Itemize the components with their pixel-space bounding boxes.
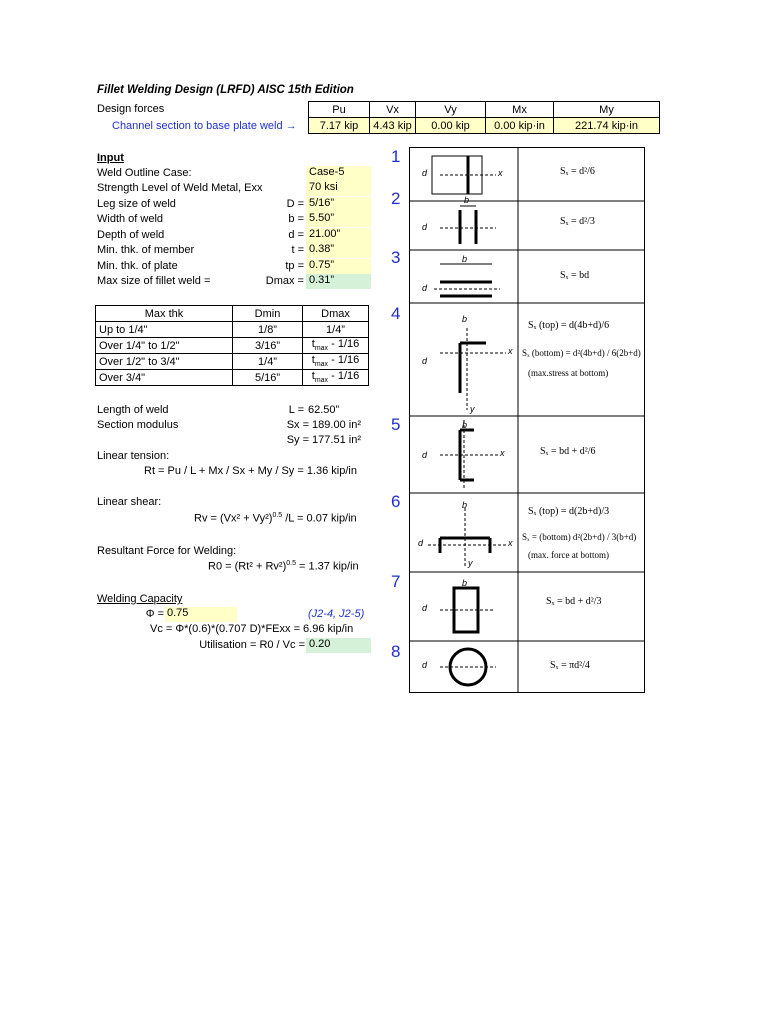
linear-shear-label: Linear shear: (97, 496, 162, 508)
case-4-formula-bottom: Sₓ (bottom) = d²(4b+d) / 6(2b+d) (522, 348, 641, 358)
value-vx[interactable]: 4.43 kip (370, 118, 416, 134)
thk-dmax (303, 354, 369, 370)
case-3-d-label: d (422, 283, 428, 293)
sy-value: Sy = 177.51 in² (286, 434, 361, 446)
design-forces-label: Design forces (97, 103, 165, 115)
header-vy: Vy (416, 102, 486, 118)
case-1-formula: Sₓ = d²/6 (560, 166, 595, 177)
tension-formula: Rt = Pu / L + Mx / Sx + My / Sy = 1.36 kip/in (144, 465, 357, 477)
vc-formula: Vc = Φ*(0.6)*(0.707 D)*FExx = 6.96 kip/in (150, 623, 354, 635)
welding-capacity-heading: Welding Capacity (97, 593, 183, 605)
thk-dmax: 1/4” (303, 322, 369, 338)
thk-range: Over 3/4" (96, 370, 233, 386)
utilisation-label: Utilisation = R0 / Vc = (199, 639, 305, 651)
case-number-6: 6 (391, 492, 401, 511)
case-number-5: 5 (391, 415, 401, 434)
resultant-label: Resultant Force for Welding: (97, 545, 237, 557)
t-letter: t (311, 338, 315, 351)
case-number-8: 8 (391, 642, 401, 661)
shear-exponent: 0.5 (272, 512, 283, 519)
case-6-formula-top: Sₓ (top) = d(2b+d)/3 (528, 506, 610, 517)
case-1-d-label: d (422, 168, 428, 178)
case-6-d-label: d (418, 538, 424, 548)
res-formula-b: = 1.37 kip/in (295, 560, 359, 573)
thk-header-maxthk: Max thk (96, 306, 233, 322)
case-6-formula-bottom: Sₓ = (bottom) d²(2b+d) / 3(b+d) (522, 532, 637, 542)
weld-size-table (95, 305, 369, 386)
case-1-x-label: x (498, 168, 503, 178)
depth-symbol: d = (288, 229, 304, 241)
exx-value[interactable]: 70 ksi (306, 181, 371, 196)
value-mx[interactable]: 0.00 kip·in (486, 118, 554, 134)
header-vx: Vx (370, 102, 416, 118)
input-label-case: Weld Outline Case: (97, 167, 192, 179)
case-number-1: 1 (391, 147, 401, 166)
input-label-dmax: Max size of fillet weld = (97, 275, 211, 287)
case-1-shape (432, 156, 496, 194)
width-symbol: b = (288, 213, 304, 225)
case-4-b-label: b (462, 314, 468, 324)
case-8-formula: Sₓ = πd²/4 (550, 660, 590, 671)
value-vy[interactable]: 0.00 kip (416, 118, 486, 134)
thk-dmax (303, 370, 369, 386)
max-sub: max (314, 377, 329, 385)
case-6-shape (428, 508, 506, 566)
header-pu: Pu (309, 102, 370, 118)
value-my[interactable]: 221.74 kip·in (554, 118, 660, 134)
case-number-7: 7 (391, 572, 401, 591)
dmax-rest: - 1/16 (328, 370, 360, 383)
header-mx: Mx (486, 102, 554, 118)
dmax-rest: - 1/16 (328, 354, 360, 367)
case-number-2: 2 (391, 189, 401, 208)
res-exponent: 0.5 (286, 560, 296, 567)
thk-range: Over 1/2" to 3/4" (96, 354, 233, 370)
length-symbol: L = (288, 404, 304, 416)
case-7-d-label: d (422, 603, 428, 613)
res-formula-a: R0 = (Rt² + Rv²) (208, 560, 287, 573)
case-6-y-label: y (468, 558, 473, 568)
max-sub: max (314, 361, 329, 369)
case-5-d-label: d (422, 450, 428, 460)
thk-header-dmax: Dmax (303, 306, 369, 322)
input-label-leg: Leg size of weld (97, 198, 176, 210)
thk-range: Up to 1/4" (96, 322, 233, 338)
header-my: My (554, 102, 660, 118)
case-number-4: 4 (391, 304, 401, 323)
case-number-3: 3 (391, 248, 401, 267)
value-pu[interactable]: 7.17 kip (309, 118, 370, 134)
weld-case-chart (409, 147, 645, 693)
case-2-shape (440, 206, 496, 244)
weld-case-grid (410, 148, 644, 692)
case-3-formula: Sₓ = bd (560, 270, 590, 281)
linear-tension-label: Linear tension: (97, 450, 170, 462)
case-5-shape (440, 420, 498, 490)
width-value[interactable]: 5.50” (306, 212, 371, 227)
utilisation-value: 0.20 (306, 638, 371, 653)
page-title: Fillet Welding Design (LRFD) AISC 15th Edition (97, 84, 354, 96)
thk-dmin: 5/16” (233, 370, 303, 386)
case-2-d-label: d (422, 222, 428, 232)
plate-thk-value[interactable]: 0.75” (306, 259, 371, 274)
shear-formula (194, 512, 357, 525)
thk-dmin: 1/8” (233, 322, 303, 338)
case-2-formula: Sₓ = d²/3 (560, 216, 595, 227)
case-3-shape (434, 264, 500, 296)
case-4-x-label: x (508, 346, 513, 356)
case-7-b-label: b (462, 578, 468, 588)
case-6-note: (max. force at bottom) (528, 550, 609, 560)
dmax-value: 0.31” (306, 274, 371, 289)
leg-size-value[interactable]: 5/16” (306, 197, 371, 212)
length-value: 62.50” (308, 404, 340, 416)
case-4-shape (440, 328, 506, 410)
sx-value: Sx = 189.00 in² (286, 419, 361, 431)
phi-value[interactable]: 0.75 (165, 607, 237, 622)
case-2-b-label: b (464, 195, 470, 205)
member-symbol: t = (291, 244, 304, 256)
phi-reference: (J2-4, J2-5) (308, 608, 365, 620)
case-7-formula: Sₓ = bd + d²/3 (546, 596, 602, 607)
input-label-plate: Min. thk. of plate (97, 260, 178, 272)
input-label-member: Min. thk. of member (97, 244, 195, 256)
case-5-formula: Sₓ = bd + d²/6 (540, 446, 596, 457)
thk-dmax (303, 338, 369, 354)
case-4-formula-top: Sₓ (top) = d(4b+d)/6 (528, 320, 610, 331)
input-heading: Input (97, 152, 124, 164)
input-label-exx: Strength Level of Weld Metal, Exx (97, 182, 263, 194)
shear-formula-b: /L = 0.07 kip/in (282, 512, 357, 525)
table-row (96, 354, 369, 370)
thk-dmin: 1/4” (233, 354, 303, 370)
member-thk-value[interactable]: 0.38” (306, 243, 371, 258)
thk-dmin: 3/16” (233, 338, 303, 354)
section-modulus-label: Section modulus (97, 419, 179, 431)
length-label: Length of weld (97, 404, 169, 416)
table-row (96, 338, 369, 354)
thk-header-dmin: Dmin (233, 306, 303, 322)
input-label-depth: Depth of weld (97, 229, 165, 241)
case-5-x-label: x (500, 448, 505, 458)
case-7-shape (440, 588, 494, 632)
case-4-y-label: y (470, 404, 475, 414)
case-8-shape (440, 649, 496, 685)
case-4-note: (max.stress at bottom) (528, 368, 609, 378)
t-letter: t (311, 354, 315, 367)
case-5-b-label: b (462, 420, 468, 430)
t-letter: t (311, 370, 315, 383)
max-sub: max (314, 345, 329, 353)
depth-value[interactable]: 21.00” (306, 228, 371, 243)
case-6-x-label: x (508, 538, 513, 548)
plate-symbol: tp = (285, 260, 304, 272)
design-forces-table (308, 101, 660, 134)
case-3-b-label: b (462, 254, 468, 264)
case-6-b-label: b (462, 500, 468, 510)
leg-symbol: D = (286, 198, 304, 210)
dmax-symbol: Dmax = (265, 275, 304, 287)
phi-label: Φ = (145, 608, 164, 620)
input-label-width: Width of weld (97, 213, 164, 225)
case-8-d-label: d (422, 660, 428, 670)
shear-formula-a: Rv = (Vx² + Vy²) (194, 512, 273, 525)
weld-case-value[interactable]: Case-5 (306, 166, 371, 181)
thk-range: Over 1/4" to 1/2" (96, 338, 233, 354)
case-4-d-label: d (422, 356, 428, 366)
dmax-rest: - 1/16 (328, 338, 360, 351)
table-row (96, 322, 369, 338)
channel-weld-label: Channel section to base plate weld → (112, 120, 297, 132)
table-row (96, 370, 369, 386)
resultant-formula (208, 560, 359, 573)
